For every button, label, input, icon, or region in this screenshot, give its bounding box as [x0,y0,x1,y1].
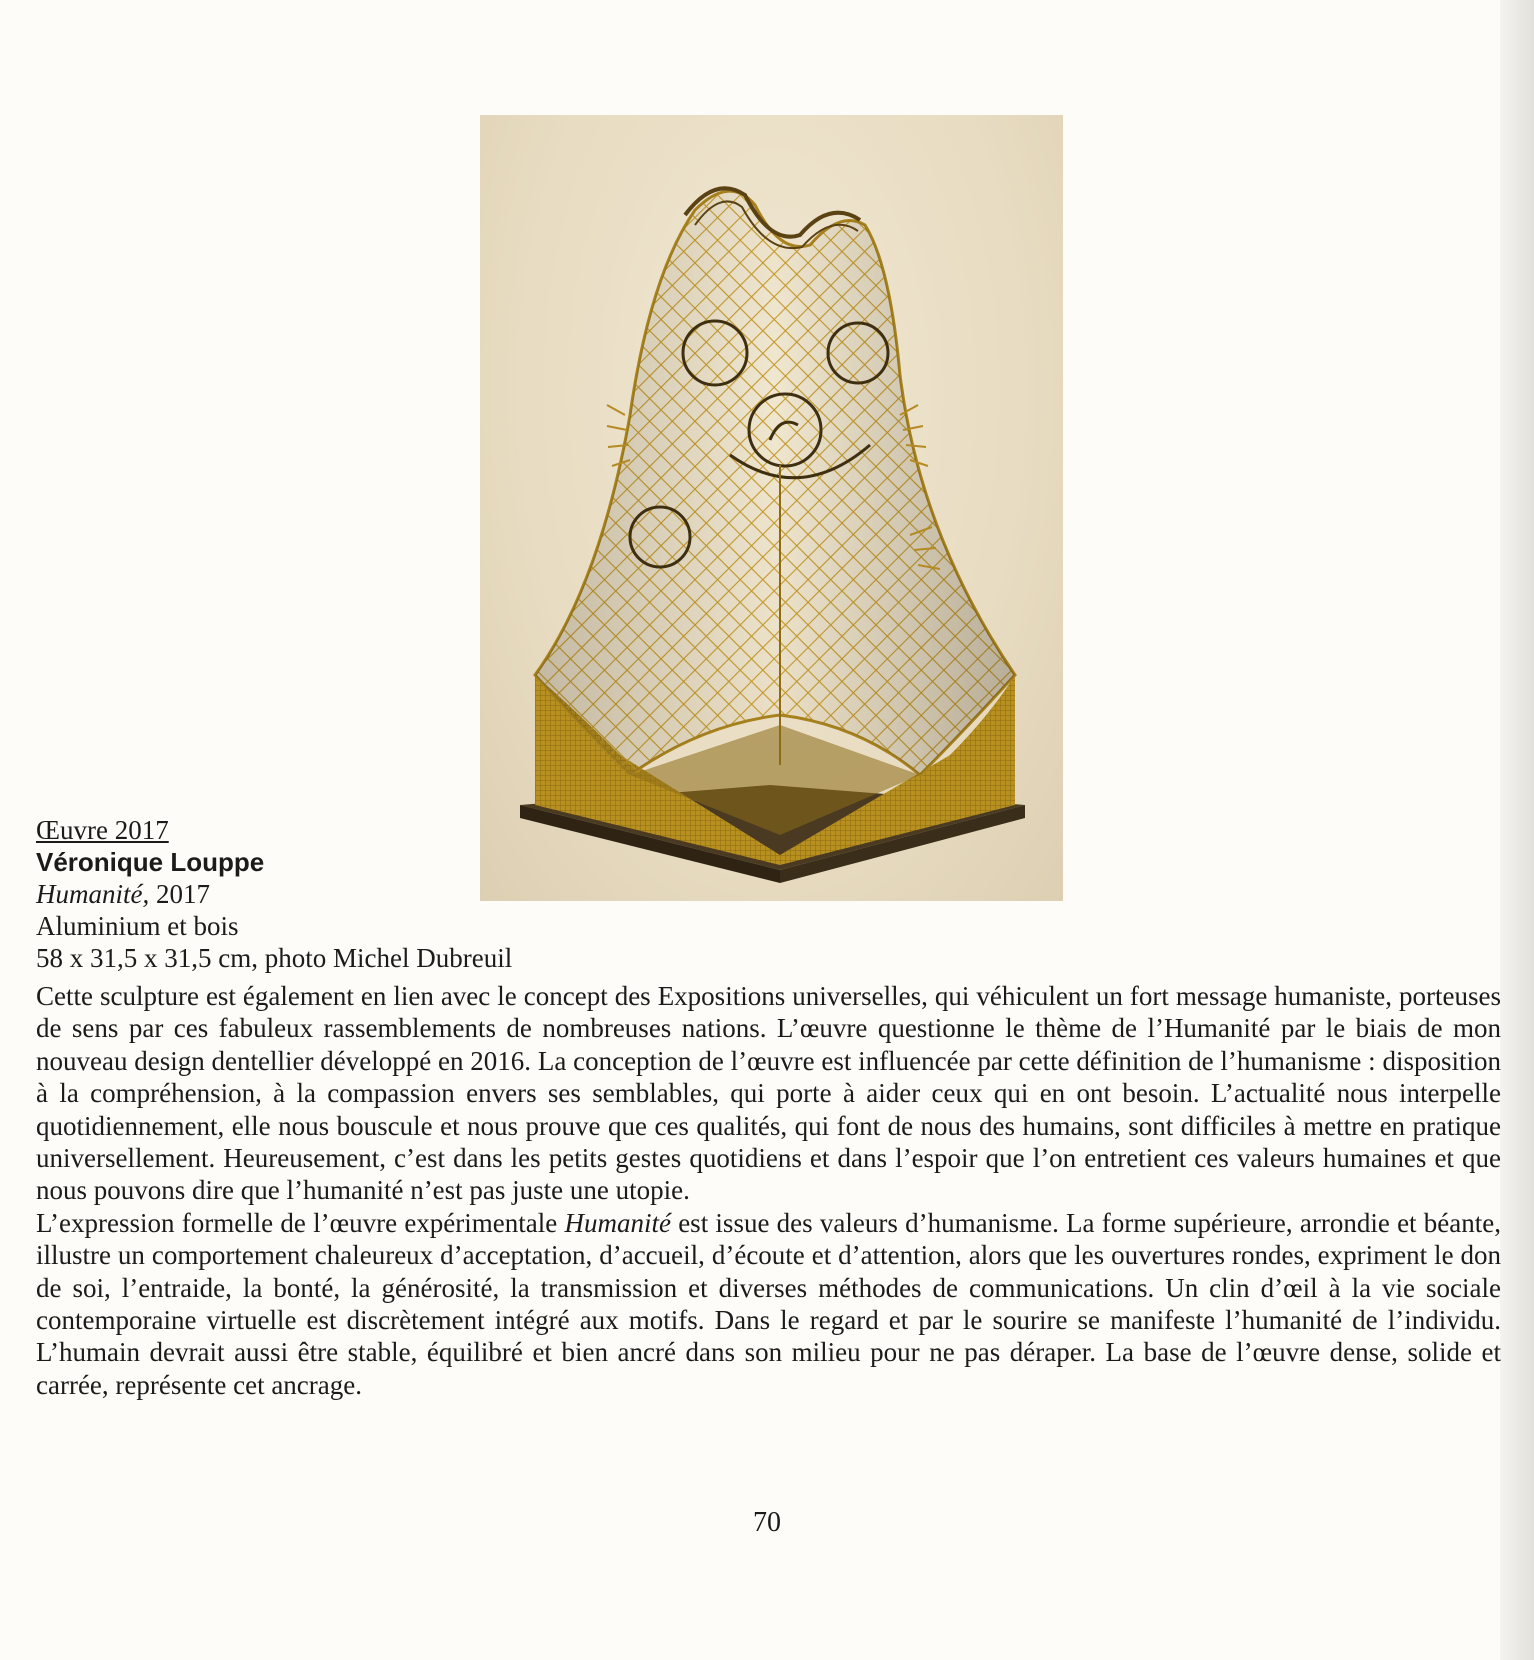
paragraph-2 [36,1207,1501,1401]
artist-name: Véronique Louppe [36,847,265,877]
artwork-title-line [36,878,512,910]
paragraph-2-start: L’expression formelle de l’œuvre expérimentale [36,1207,565,1238]
artwork-materials: Aluminium et bois [36,911,239,941]
paragraph-1: Cette sculpture est également en lien avec le concept des Expositions universelles, qui véhiculent un fort message humaniste, porteuses de sens par ces fabuleux rassemblements de nombreuses nations. L’œuvre questionne le thème de l’Humanité par le biais de mon nouveau design dentellier développé en 2016. La conception de l’œuvre est influencée par cette définition de l’humanisme : disposition à la compréhension, à la compassion envers ses semblables, qui porte à aider ceux qui en ont besoin. L’actualité nous interpelle quotidiennement, elle nous bouscule et nous prouve que ces qualités, qui font de nous des humains, sont difficiles à mettre en pratique universellement. Heureusement, c’est dans les petits gestes quotidiens et dans l’espoir que l’on entretient ces valeurs humaines et que nous pouvons dire que l’humanité n’est pas juste une utopie. [36,981,1501,1206]
page-edge-shadow [1500,0,1534,1660]
paragraph-2-italic-title: Humanité [564,1207,671,1238]
page-number: 70 [753,1507,781,1538]
artwork-dimensions: 58 x 31,5 x 31,5 cm, photo Michel Dubreuil [36,943,513,973]
artwork-year: 2017 [149,879,210,909]
paragraph-2-rest: est issue des valeurs d’humanisme. La forme supérieure, arrondie et béante, illustre un comportement chaleureux d’acceptation, d’accueil, d’écoute et d’attention, alors que les ouvertures rondes, expriment le don de soi, l’entraide, la bonté, la générosité, la transmission et diverses méthodes de communications. Un clin d’œil à la vie sociale contemporaine virtuelle est discrètement intégré aux motifs. Dans le regard et par le sourire se manifeste l’humanité de l’individu. L’humain devrait aussi être stable, équilibré et bien ancré dans son milieu pour ne pas déraper. La base de l’œuvre dense, solide et carrée, représente cet ancrage. [36,1207,1501,1400]
body-text [36,980,1501,1401]
artwork-caption [36,814,512,974]
sculpture-photo [480,115,1063,901]
caption-heading: Œuvre 2017 [36,815,169,845]
artwork-title: Humanité, [36,879,150,909]
